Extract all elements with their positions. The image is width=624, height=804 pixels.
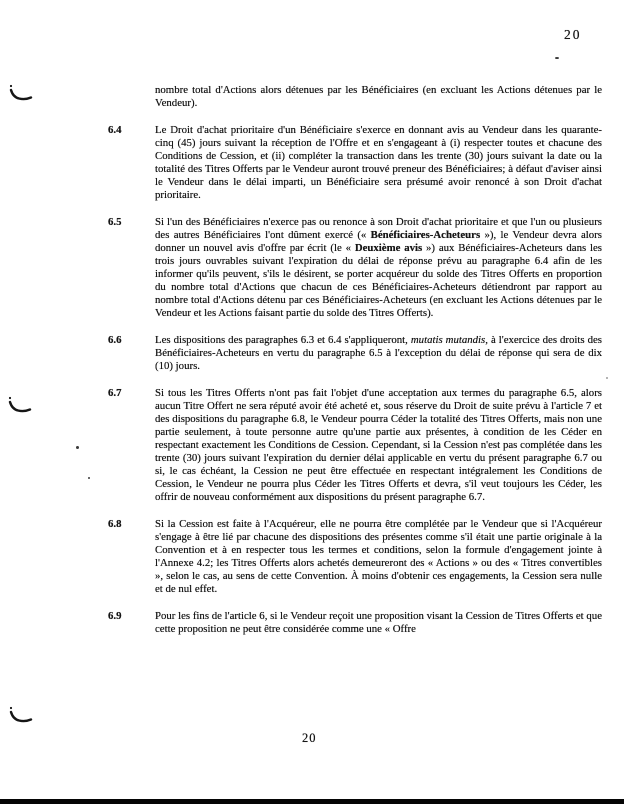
paragraph-number: 6.6: [108, 334, 122, 346]
handwritten-tick-icon: [8, 84, 34, 102]
paragraph-number: [108, 84, 155, 110]
paragraph-6-8: [108, 518, 602, 596]
scan-speckle: [555, 57, 559, 59]
paragraph-number: 6.4: [108, 124, 122, 136]
paragraph-number: 6.8: [108, 518, 122, 530]
paragraph-text: Le Droit d'achat prioritaire d'un Bénéficiaire s'exerce en donnant avis au Vendeur dans les quarante-cinq (45) jours suivant la réception de l'Offre et en s'engageant à (i) respecter toutes et chacune des Conditions de Cession, et (ii) compléter la transaction dans les trente (30) jours suivant la date ou la totalité des Titres Offerts par le Vendeur auront trouvé preneur des Bénéficiaires; à défaut d'aviser ainsi le Vendeur dans le délai imparti, un Bénéficiaire sera présumé avoir renoncé à son Droit d'achat prioritaire.: [155, 124, 602, 201]
paragraph-text: Si tous les Titres Offerts n'ont pas fait l'objet d'une acceptation aux termes du paragraphe 6.5, alors aucun Titre Offert ne sera réputé avoir été acheté et, sous réserve du Droit de suite prévu à l'article 7 et des dispositions du paragraphe 6.8, le Vendeur pourra Céder la totalité des Titres Offerts, mais non une partie seulement, à toute personne autre qu'une partie aux présentes, à condition de les Céder en respectant exactement les Conditions de Cession. Cependant, si la Cession n'est pas complétée dans les trente (30) jours suivant l'expiration du dernier délai applicable en vertu du présent paragraphe 6.7 ou si, le cas échéant, la Cession ne peut être effectuée en respectant intégralement les Conditions de Cession, le Vendeur ne pourra plus Céder les Titres Offerts et devra, s'il veut toujours les Céder, les offrir de nouveau conformément aux dispositions du présent paragraphe 6.7.: [155, 387, 602, 503]
paragraph-6-6: [108, 334, 602, 373]
paragraph-6-9: [108, 610, 602, 636]
scan-speckle: [76, 446, 79, 449]
paragraph-text: Si la Cession est faite à l'Acquéreur, elle ne pourra être complétée par le Vendeur que si l'Acquéreur s'engage à être lié par chacune des dispositions des présentes comme s'il était une partie originale à la Convention et à en respecter tous les termes et conditions, selon la formule d'engagement jointe à l'Annexe 4.2; les Titres Offerts alors achetés demeureront des « Actions » ou des « Titres convertibles », selon le cas, au sens de cette Convention. À moins d'obtenir ces engagements, la Cession sera nulle et de nul effet.: [155, 518, 602, 595]
paragraph-number: 6.5: [108, 216, 122, 228]
paragraph-text: Si l'un des Bénéficiaires n'exerce pas ou renonce à son Droit d'achat prioritaire et que l'un ou plusieurs des autres Bénéficiaires l'ont dûment exercé (« Bénéficiaires-Acheteurs »), le Vendeur devra alors donner un nouvel avis d'offre par écrit (le « Deuxième avis ») aux Bénéficiaires-Acheteurs dans les trois jours ouvrables suivant l'expiration du délai de réponse prévu au paragraphe 6.4 afin de les informer qu'ils peuvent, s'ils le désirent, se porter acquéreur du solde des Titres Offerts en proportion du nombre total d'Actions que chacun de ces Bénéficiaires-Acheteurs détiendront par rapport au nombre total d'Actions détenu par ces Bénéficiaires-Acheteurs (en excluant les Actions détenues par le Vendeur et les Actions faisant partie du solde des Titres Offerts).: [155, 216, 602, 319]
scan-speckle: [606, 377, 608, 379]
handwritten-tick-icon: [7, 396, 33, 414]
paragraph-continuation: [108, 84, 602, 110]
paragraph-6-5: [108, 216, 602, 320]
paragraph-number: 6.7: [108, 387, 122, 399]
paragraph-number: 6.9: [108, 610, 122, 622]
paragraph-text: Les dispositions des paragraphes 6.3 et 6.4 s'appliqueront, mutatis mutandis, à l'exercice des droits des Bénéficiaires-Acheteurs en vertu du paragraphe 6.5 à l'exception du délai de réponse qui sera de dix (10) jours.: [155, 334, 602, 372]
page-number-top: 20: [564, 27, 582, 42]
page-number-bottom: 20: [302, 731, 317, 745]
paragraph-text: nombre total d'Actions alors détenues par les Bénéficiaires (en excluant les Actions détenues par le Vendeur).: [155, 84, 602, 109]
scan-edge-bar: [0, 799, 624, 804]
scan-speckle: [88, 477, 90, 479]
handwritten-tick-icon: [8, 706, 34, 724]
document-body: [108, 84, 602, 650]
paragraph-6-7: [108, 387, 602, 504]
paragraph-text: Pour les fins de l'article 6, si le Vendeur reçoit une proposition visant la Cession de Titres Offerts et que cette proposition ne peut être considérée comme une « Offre: [155, 610, 602, 635]
paragraph-6-4: [108, 124, 602, 202]
